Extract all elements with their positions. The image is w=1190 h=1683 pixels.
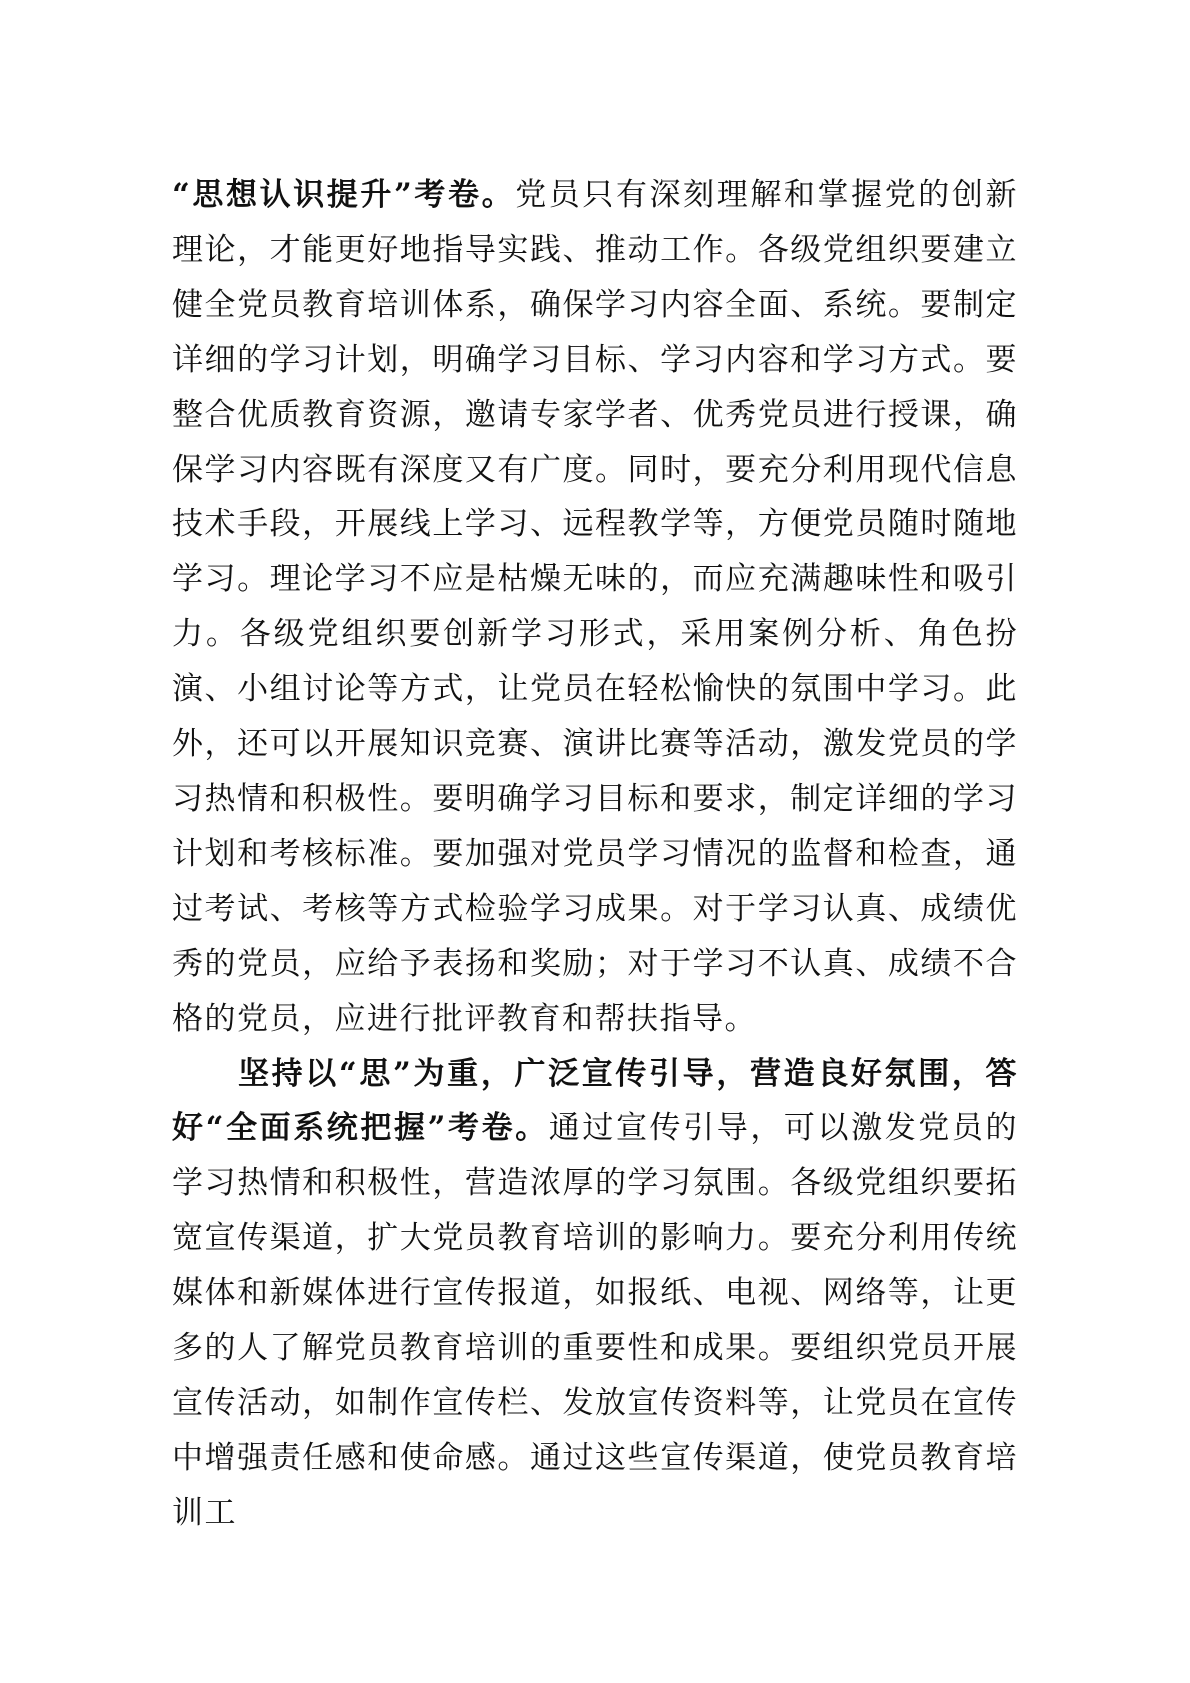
paragraph-1-text: 党员只有深刻理解和掌握党的创新理论，才能更好地指导实践、推动工作。各级党组织要建立健全党员教育培训体系，确保学习内容全面、系统。要制定详细的学习计划，明确学习目标、学习内容和学习方式。要整合优质教育资源，邀请专家学者、优秀党员进行授课，确保学习内容既有深度又有广度。同时，要充分利用现代信息技术手段，开展线上学习、远程教学等，方便党员随时随地学习。理论学习不应是枯燥无味的，而应充满趣味性和吸引力。各级党组织要创新学习形式，采用案例分析、角色扮演、小组讨论等方式，让党员在轻松愉快的氛围中学习。此外，还可以开展知识竞赛、演讲比赛等活动，激发党员的学习热情和积极性。要明确学习目标和要求，制定详细的学习计划和考核标准。要加强对党员学习情况的监督和检查，通过考试、考核等方式检验学习成果。对于学习认真、成绩优秀的党员，应给予表扬和奖励；对于学习不认真、成绩不合格的党员，应进行批评教育和帮扶指导。 [172,177,1018,1037]
document-body [172,168,1018,1541]
paragraph-1-heading: “思想认识提升”考卷。 [172,177,516,213]
paragraph-1 [172,168,1018,1047]
paragraph-2-heading: 坚持以“思”为重，广泛宣传引导，营造良好氛围，答好“全面系统把握”考卷。 [172,1055,1018,1147]
paragraph-2 [172,1047,1018,1541]
paragraph-2-text: 通过宣传引导，可以激发党员的学习热情和积极性，营造浓厚的学习氛围。各级党组织要拓宽宣传渠道，扩大党员教育培训的影响力。要充分利用传统媒体和新媒体进行宣传报道，如报纸、电视、网络等，让更多的人了解党员教育培训的重要性和成果。要组织党员开展宣传活动，如制作宣传栏、发放宣传资料等，让党员在宣传中增强责任感和使命感。通过这些宣传渠道，使党员教育培训工 [172,1110,1018,1531]
